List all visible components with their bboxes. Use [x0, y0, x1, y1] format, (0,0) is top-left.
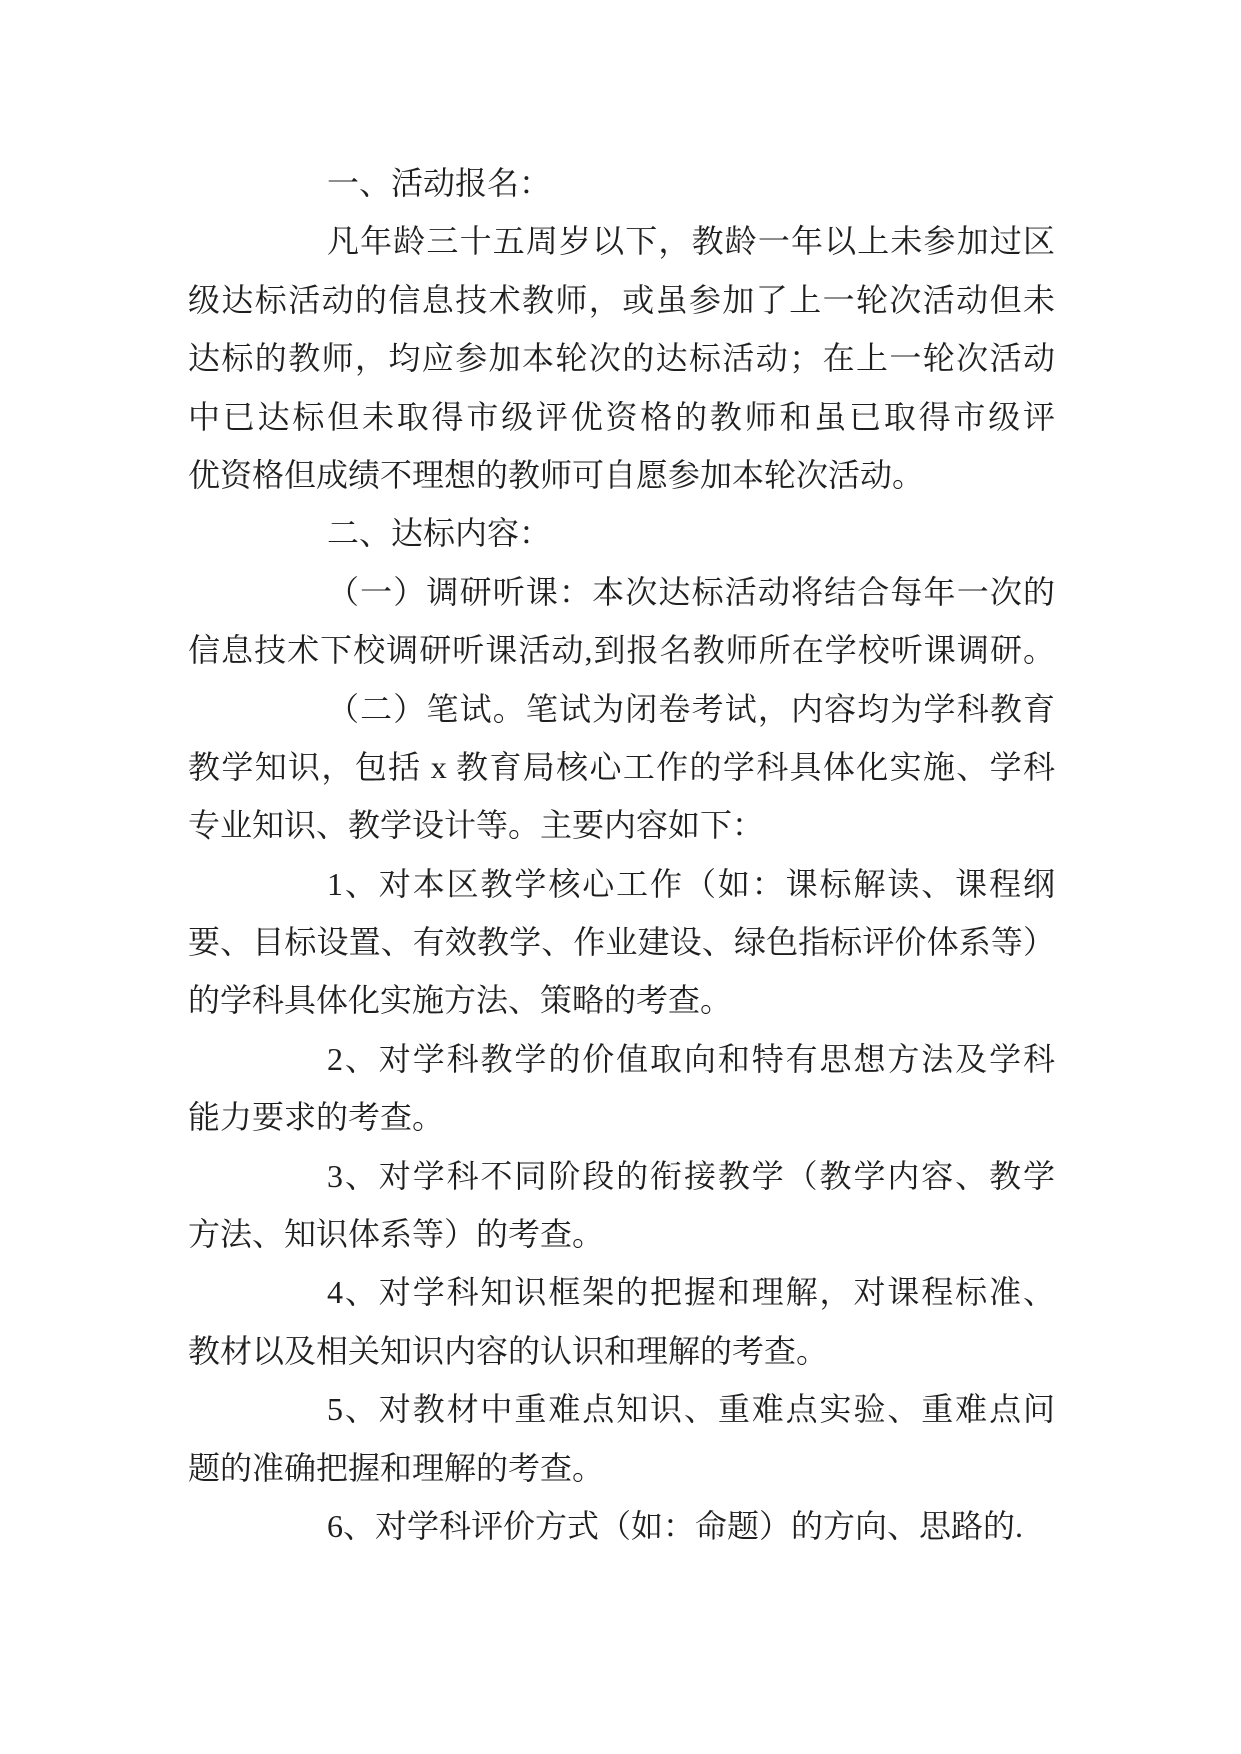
text-line: 级达标活动的信息技术教师，或虽参加了上一轮次活动但未	[188, 281, 1055, 318]
paragraph-research-listening	[188, 563, 1055, 680]
text-line: 凡年龄三十五周岁以下，教龄一年以上未参加过区	[327, 223, 1055, 260]
paragraph-standard-content-heading	[188, 504, 1055, 562]
text-line: 3、对学科不同阶段的衔接教学（教学内容、教学	[327, 1157, 1055, 1194]
text-line: 能力要求的考查。	[188, 1099, 445, 1136]
text-line: 2、对学科教学的价值取向和特有思想方法及学科	[327, 1040, 1055, 1077]
text-line: 优资格但成绩不理想的教师可自愿参加本轮次活动。	[188, 456, 925, 493]
heading-activity-registration: 一、活动报名：	[327, 165, 552, 201]
paragraph-registration-rules	[188, 212, 1055, 504]
text-line: （二）笔试。笔试为闭卷考试，内容均为学科教育	[327, 690, 1055, 727]
paragraph-item-2	[188, 1030, 1055, 1147]
paragraph-written-exam	[188, 680, 1055, 855]
text-line: 6、对学科评价方式（如：命题）的方向、思路的.	[327, 1507, 1024, 1544]
text-line: 教材以及相关知识内容的认识和理解的考查。	[188, 1332, 829, 1369]
paragraph-item-4	[188, 1263, 1055, 1380]
text-line: 1、对本区教学核心工作（如：课标解读、课程纲	[327, 865, 1055, 902]
paragraph-item-3	[188, 1147, 1055, 1264]
heading-standard-content: 二、达标内容：	[327, 515, 552, 552]
document-text-block	[188, 154, 1055, 1555]
paragraph-item-6	[188, 1497, 1055, 1555]
text-line: 的学科具体化实施方法、策略的考查。	[188, 982, 733, 1019]
text-line: 题的准确把握和理解的考查。	[188, 1449, 605, 1486]
text-line: 教学知识，包括 x 教育局核心工作的学科具体化实施、学科	[188, 748, 1055, 785]
paragraph-activity-registration-heading	[188, 154, 1055, 212]
paragraph-item-5	[188, 1380, 1055, 1497]
text-line: 4、对学科知识框架的把握和理解，对课程标准、	[327, 1274, 1055, 1311]
text-line: 达标的教师，均应参加本轮次的达标活动；在上一轮次活动	[188, 340, 1055, 377]
paragraph-item-1	[188, 855, 1055, 1030]
text-line: （一）调研听课：本次达标活动将结合每年一次的	[327, 573, 1055, 610]
text-line: 信息技术下校调研听课活动,到报名教师所在学校听课调研。	[188, 632, 1055, 669]
text-line: 中已达标但未取得市级评优资格的教师和虽已取得市级评	[188, 398, 1055, 435]
text-line: 5、对教材中重难点知识、重难点实验、重难点问	[327, 1391, 1055, 1428]
text-line: 专业知识、教学设计等。主要内容如下：	[188, 807, 765, 844]
text-line: 要、目标设置、有效教学、作业建设、绿色指标评价体系等）	[188, 924, 1055, 961]
text-line: 方法、知识体系等）的考查。	[188, 1216, 605, 1253]
